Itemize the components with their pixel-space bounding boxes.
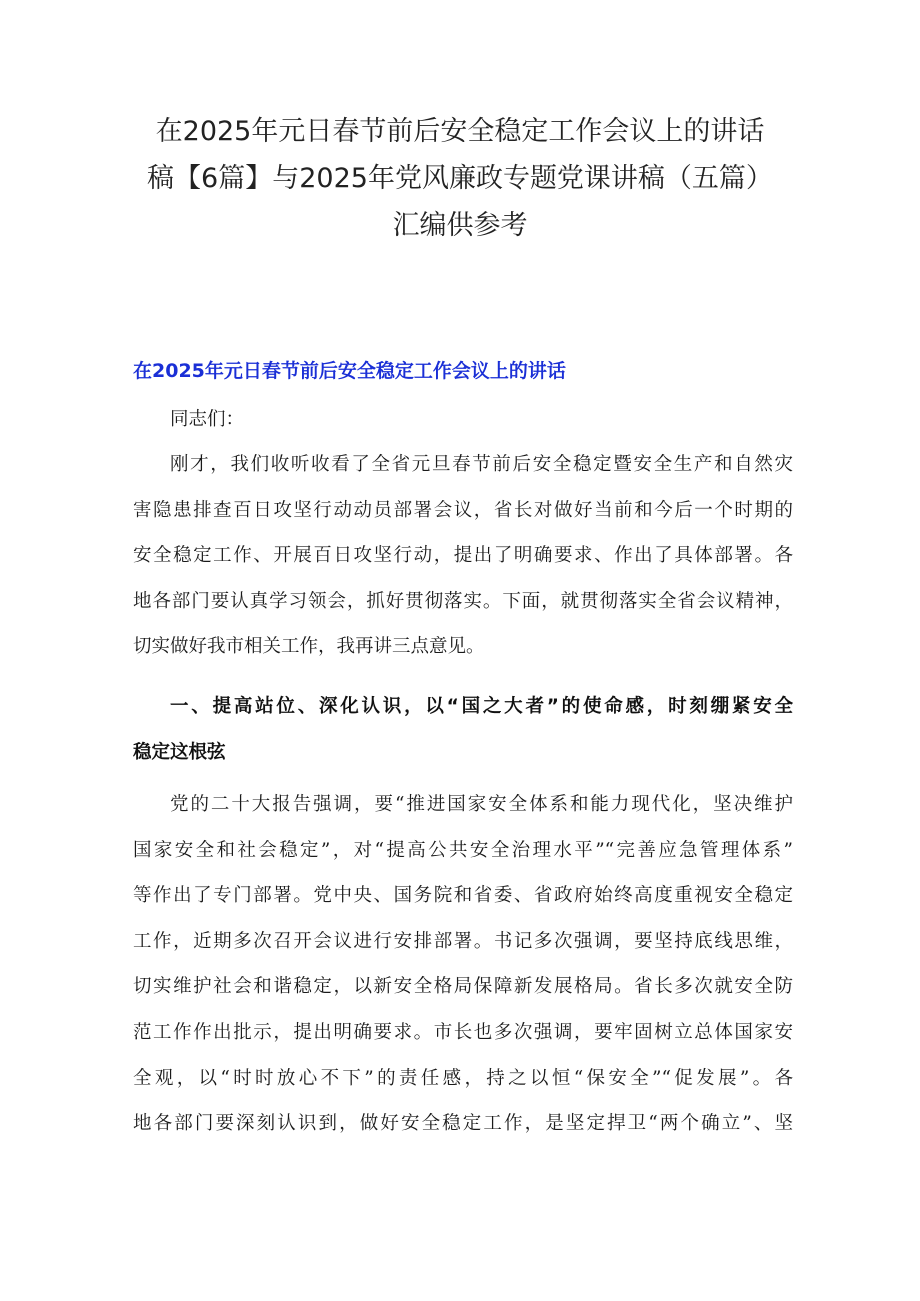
paragraph-1-line-3: 安全稳定工作、开展百日攻坚行动，提出了明确要求、作出了具体部署。各 [133,545,793,567]
paragraph-2-line-8: 地各部门要深刻认识到，做好安全稳定工作，是坚定捍卫“两个确立”、坚 [133,1113,793,1135]
title-line-3: 汇编供参考 [392,210,528,241]
paragraph-2 [133,782,793,1147]
paragraph-2-line-6: 范工作作出批示，提出明确要求。市长也多次强调，要牢固树立总体国家安 [133,1021,793,1043]
paragraph-2-line-2: 国家安全和社会稳定”，对“提高公共安全治理水平”“完善应急管理体系” [133,839,793,861]
paragraph-2-line-7: 全观，以“时时放心不下”的责任感，持之以恒“保安全”“促发展”。各 [133,1067,793,1089]
section-heading: 在2025年元日春节前后安全稳定工作会议上的讲话 [133,360,566,382]
document-title [100,108,820,249]
title-line-1: 在2025年元日春节前后安全稳定工作会议上的讲话 [155,116,765,147]
heading-1 [133,684,793,775]
paragraph-1-line-2: 害隐患排查百日攻坚行动动员部署会议，省长对做好当前和今后一个时期的 [133,499,793,521]
greeting-paragraph [133,397,793,443]
paragraph-2-line-5: 切实维护社会和谐稳定，以新安全格局保障新发展格局。省长多次就安全防 [133,976,793,998]
paragraph-1 [133,442,793,670]
paragraph-1-line-5: 切实做好我市相关工作，我再讲三点意见。 [133,636,485,658]
paragraph-2-line-4: 工作，近期多次召开会议进行安排部署。书记多次强调，要坚持底线思维， [133,930,793,952]
paragraph-1-line-1: 刚才，我们收听收看了全省元旦春节前后安全稳定暨安全生产和自然灾 [170,454,793,475]
paragraph-1-line-4: 地各部门要认真学习领会，抓好贯彻落实。下面，就贯彻落实全省会议精神， [133,590,793,612]
greeting-line: 同志们： [170,409,245,430]
paragraph-2-line-3: 等作出了专门部署。党中央、国务院和省委、省政府始终高度重视安全稳定 [133,885,793,907]
heading-1-line-2: 稳定这根弦 [133,741,226,763]
heading-1-line-1: 一、提高站位、深化认识，以“国之大者”的使命感，时刻绷紧安全 [170,696,793,717]
paragraph-2-line-1: 党的二十大报告强调，要“推进国家安全体系和能力现代化，坚决维护 [170,794,793,815]
title-line-2: 稿【6篇】与2025年党风廉政专题党课讲稿（五篇） [147,163,773,194]
